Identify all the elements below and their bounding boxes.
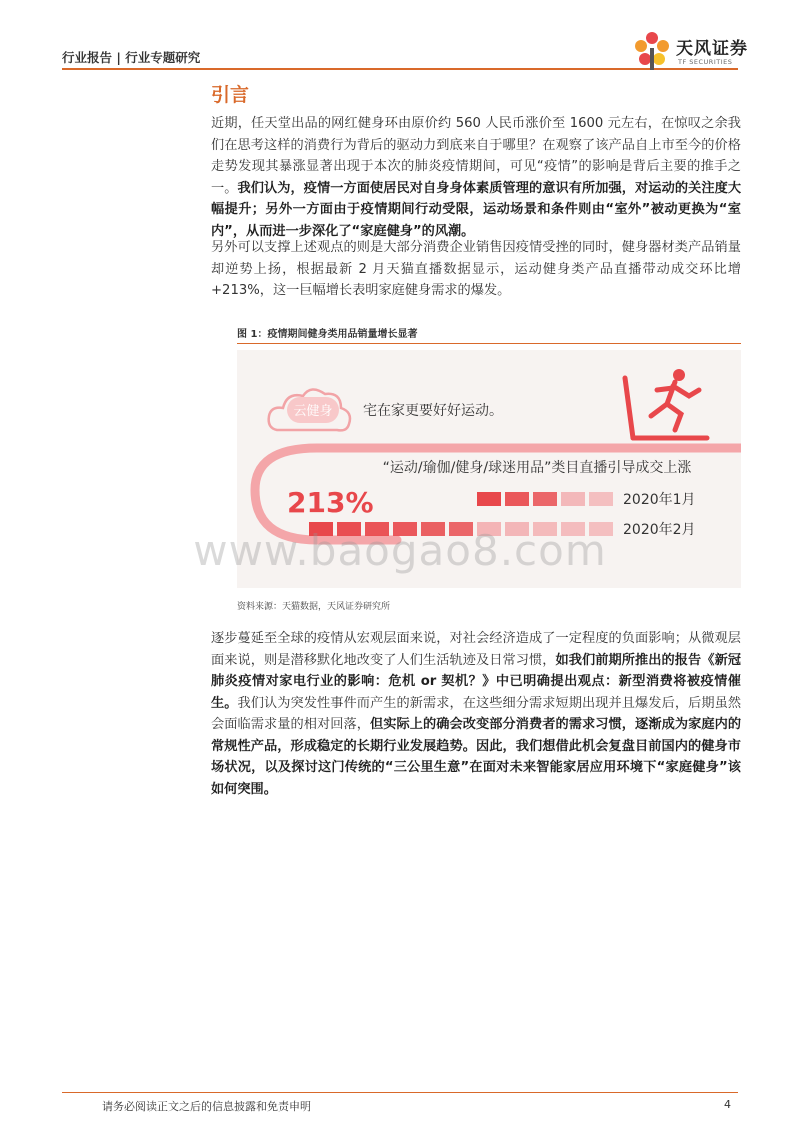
cloud-tag-text: 云健身 xyxy=(293,404,333,419)
p3-text-2: 我们认为突发性事件而产生的新需求，在这些细分需求短期出现并且爆发后，后期虽然会面临需求量的相对回落， xyxy=(211,695,742,732)
logo-name: 天风证券 xyxy=(676,39,748,59)
figure-caption: 图 1：疫情期间健身类用品销量增长显著 xyxy=(237,329,418,340)
bar-2020-jan xyxy=(477,492,613,506)
bar1-label: 2020年1月 xyxy=(623,492,696,508)
report-category: 行业报告 | 行业专题研究 xyxy=(62,50,201,65)
watermark: www.baogao8.com xyxy=(193,526,607,575)
footer-disclaimer: 请务必阅读正文之后的信息披露和免责申明 xyxy=(102,1100,311,1113)
figure-source: 资料来源：天猫数据，天风证券研究所 xyxy=(237,602,391,612)
figure-divider xyxy=(237,343,741,344)
growth-percent: 213% xyxy=(287,486,374,519)
logo-flower-icon xyxy=(630,28,674,72)
p1-bold-text: 我们认为，疫情一方面使居民对自身身体素质管理的意识有所加强，对运动的关注度大幅提升；另外一方面由于疫情期间行动受限，运动场景和条件则由“室外”被动更换为“室内”，从而进一步深化了“家庭健身”的风潮。 xyxy=(211,180,742,239)
treadmill-runner-icon xyxy=(625,369,707,438)
headline-text: “运动/瑜伽/健身/球迷用品”类目直播引导成交上涨 xyxy=(382,460,692,476)
bar1-segment xyxy=(533,492,557,506)
bar1-segment xyxy=(505,492,529,506)
intro-paragraph-2: 另外可以支撑上述观点的则是大部分消费企业销售因疫情受挫的同时，健身器材类产品销量却逆势上扬，根据最新 2 月天猫直播数据显示，运动健身类产品直播带动成交环比增+213%，这一巨幅增长表明家庭健身需求的爆发。 xyxy=(211,240,741,298)
footer-divider xyxy=(62,1092,738,1093)
p1-text: 近期，任天堂出品的网红健身环由原价约 560 人民币涨价至 1600 元左右，在惊叹之余我们在思考这样的消费行为背后的驱动力到底来自于哪里？在观察了该产品自上市至今的价格走势发现其暴涨显著出现于本次的肺炎疫情期间，可见“疫情”的影响是背后主要的推手之一。 xyxy=(211,116,741,196)
p3-bold-2: 但实际上的确会改变部分消费者的需求习惯，逐渐成为家庭内的常规性产品，形成稳定的长期行业发展趋势。因此，我们想借此机会复盘目前国内的健身市场状况，以及探讨这门传统的“三公里生意”在面对未来智能家居应用环境下“家庭健身”该如何突围。 xyxy=(211,717,742,797)
page-number: 4 xyxy=(724,1098,731,1111)
p3-bold-1: 如我们前期所推出的报告《新冠肺炎疫情对家电行业的影响：危机 or 契机？》中已明确提出观点：新型消费将被疫情催生。 xyxy=(211,652,742,711)
intro-paragraph-3 xyxy=(211,628,741,800)
intro-paragraph-1 xyxy=(211,113,741,242)
section-title: 引言 xyxy=(211,84,250,106)
company-logo xyxy=(630,28,748,72)
bar1-segment xyxy=(589,492,613,506)
p3-text-1: 逐步蔓延至全球的疫情从宏观层面来说，对社会经济造成了一定程度的负面影响；从微观层面来说，则是潜移默化地改变了人们生活轨迹及日常习惯， xyxy=(211,631,741,668)
bar1-segment xyxy=(477,492,501,506)
bar1-segment xyxy=(561,492,585,506)
logo-subtitle: TF SECURITIES xyxy=(678,58,733,66)
bar2-label: 2020年2月 xyxy=(623,522,696,538)
slogan-text: 宅在家更要好好运动。 xyxy=(363,403,503,419)
